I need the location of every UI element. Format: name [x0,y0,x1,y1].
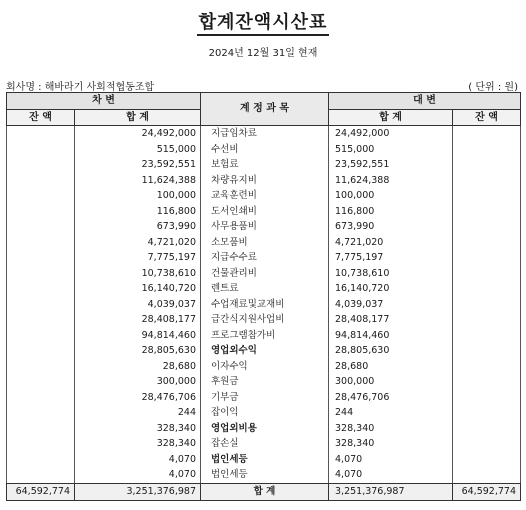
credit-balance-cell [453,250,521,266]
report-title-text: 합계잔액시산표 [197,12,330,36]
credit-total-cell: 100,000 [329,188,453,204]
debit-balance-cell [7,421,75,437]
table-row [7,436,521,452]
table-row [7,405,521,421]
account-name-cell: 영업외비용 [201,421,329,437]
credit-total-cell: 4,070 [329,467,453,483]
debit-balance-cell [7,436,75,452]
credit-total-cell: 94,814,460 [329,328,453,344]
credit-balance-cell [453,343,521,359]
credit-balance-cell [453,374,521,390]
credit-balance-cell [453,312,521,328]
credit-balance-cell [453,452,521,468]
table-row [7,359,521,375]
debit-total-cell: 100,000 [75,188,201,204]
unit-label: ( 단위 : 원) [468,82,518,93]
total-credit-total: 3,251,376,987 [329,483,453,500]
debit-total-cell: 28,680 [75,359,201,375]
credit-total-cell: 328,340 [329,436,453,452]
credit-total-cell: 28,476,706 [329,390,453,406]
account-name-cell: 프로그램참가비 [201,328,329,344]
account-name-cell: 급간식지원사업비 [201,312,329,328]
credit-balance-cell [453,281,521,297]
debit-balance-cell [7,405,75,421]
account-name-cell: 수선비 [201,142,329,158]
debit-balance-cell [7,126,75,142]
table-row [7,312,521,328]
table-row [7,452,521,468]
credit-balance-cell [453,188,521,204]
credit-total-cell: 28,680 [329,359,453,375]
total-credit-balance: 64,592,774 [453,483,521,500]
credit-total-cell: 4,070 [329,452,453,468]
table-row [7,173,521,189]
total-row [7,483,521,500]
debit-total-cell: 16,140,720 [75,281,201,297]
debit-total-cell: 28,408,177 [75,312,201,328]
account-name-cell: 소모품비 [201,235,329,251]
credit-balance-cell [453,436,521,452]
account-name-cell: 법인세등 [201,467,329,483]
table-row [7,467,521,483]
table-row [7,266,521,282]
credit-balance-cell [453,204,521,220]
table-row [7,157,521,173]
debit-balance-cell [7,467,75,483]
table-body [7,126,521,484]
debit-total-cell: 7,775,197 [75,250,201,266]
table-row [7,374,521,390]
company-name: 회사명 : 해바라기 사회적협동조합 [6,82,155,93]
credit-balance-cell [453,219,521,235]
debit-balance-cell [7,281,75,297]
credit-total-cell: 28,408,177 [329,312,453,328]
account-name-cell: 보험료 [201,157,329,173]
account-name-cell: 사무용품비 [201,219,329,235]
debit-total-cell: 94,814,460 [75,328,201,344]
debit-total-cell: 328,340 [75,421,201,437]
account-name-cell: 교육훈련비 [201,188,329,204]
account-name-cell: 후원금 [201,374,329,390]
credit-total-cell: 24,492,000 [329,126,453,142]
total-debit-balance: 64,592,774 [7,483,75,500]
debit-total-cell: 28,805,630 [75,343,201,359]
credit-total-cell: 10,738,610 [329,266,453,282]
account-name-cell: 법인세등 [201,452,329,468]
debit-total-cell: 116,800 [75,204,201,220]
debit-total-cell: 673,990 [75,219,201,235]
report-title [0,8,526,34]
credit-balance-cell [453,297,521,313]
account-name-cell: 잡이익 [201,405,329,421]
report-date: 2024년 12월 31일 현재 [208,48,318,59]
credit-total-cell: 116,800 [329,204,453,220]
account-name-cell: 이자수익 [201,359,329,375]
table-row [7,126,521,142]
debit-total-cell: 4,070 [75,467,201,483]
table-row [7,250,521,266]
credit-balance-cell [453,126,521,142]
trial-balance-table [6,92,521,501]
debit-balance-cell [7,359,75,375]
table-row [7,281,521,297]
debit-header: 차 변 [7,93,201,110]
credit-balance-cell [453,328,521,344]
account-name-cell: 렌트료 [201,281,329,297]
account-name-cell: 지급수수료 [201,250,329,266]
table-row [7,204,521,220]
credit-balance-cell [453,142,521,158]
debit-total-cell: 300,000 [75,374,201,390]
credit-balance-cell [453,421,521,437]
credit-total-cell: 244 [329,405,453,421]
debit-total-cell: 244 [75,405,201,421]
debit-balance-cell [7,157,75,173]
table-row [7,235,521,251]
debit-balance-cell [7,328,75,344]
total-label: 합 계 [201,483,329,500]
debit-total-cell: 28,476,706 [75,390,201,406]
table-row [7,328,521,344]
credit-balance-cell [453,405,521,421]
debit-balance-cell [7,297,75,313]
credit-balance-cell [453,266,521,282]
credit-total-cell: 28,805,630 [329,343,453,359]
table-row [7,142,521,158]
credit-total-cell: 673,990 [329,219,453,235]
credit-total-header: 합 계 [329,110,453,126]
debit-balance-cell [7,219,75,235]
credit-balance-cell [453,235,521,251]
debit-total-cell: 10,738,610 [75,266,201,282]
credit-balance-header: 잔 액 [453,110,521,126]
total-debit-total: 3,251,376,987 [75,483,201,500]
debit-balance-cell [7,188,75,204]
debit-total-cell: 4,070 [75,452,201,468]
debit-balance-cell [7,235,75,251]
debit-total-cell: 515,000 [75,142,201,158]
credit-balance-cell [453,390,521,406]
credit-balance-cell [453,173,521,189]
credit-header: 대 변 [329,93,521,110]
table-row [7,188,521,204]
table-row [7,421,521,437]
debit-total-cell: 4,721,020 [75,235,201,251]
table-row [7,343,521,359]
credit-total-cell: 515,000 [329,142,453,158]
credit-total-cell: 4,721,020 [329,235,453,251]
credit-total-cell: 4,039,037 [329,297,453,313]
credit-total-cell: 16,140,720 [329,281,453,297]
debit-balance-cell [7,374,75,390]
credit-total-cell: 328,340 [329,421,453,437]
debit-total-cell: 4,039,037 [75,297,201,313]
account-name-cell: 도서인쇄비 [201,204,329,220]
account-name-cell: 잡손실 [201,436,329,452]
debit-balance-cell [7,312,75,328]
credit-total-cell: 11,624,388 [329,173,453,189]
credit-balance-cell [453,157,521,173]
debit-total-header: 합 계 [75,110,201,126]
table-row [7,390,521,406]
debit-balance-header: 잔 액 [7,110,75,126]
debit-total-cell: 11,624,388 [75,173,201,189]
debit-balance-cell [7,204,75,220]
debit-total-cell: 328,340 [75,436,201,452]
account-name-cell: 영업외수익 [201,343,329,359]
account-header: 계 정 과 목 [201,93,329,126]
account-name-cell: 지급임차료 [201,126,329,142]
account-name-cell: 수업재료및교재비 [201,297,329,313]
debit-balance-cell [7,343,75,359]
debit-balance-cell [7,142,75,158]
credit-total-cell: 7,775,197 [329,250,453,266]
credit-total-cell: 23,592,551 [329,157,453,173]
credit-balance-cell [453,359,521,375]
account-name-cell: 기부금 [201,390,329,406]
credit-balance-cell [453,467,521,483]
debit-balance-cell [7,390,75,406]
debit-balance-cell [7,250,75,266]
table-row [7,219,521,235]
credit-total-cell: 300,000 [329,374,453,390]
debit-balance-cell [7,452,75,468]
debit-total-cell: 23,592,551 [75,157,201,173]
account-name-cell: 차량유지비 [201,173,329,189]
table-row [7,297,521,313]
account-name-cell: 건물관리비 [201,266,329,282]
debit-balance-cell [7,266,75,282]
debit-balance-cell [7,173,75,189]
debit-total-cell: 24,492,000 [75,126,201,142]
